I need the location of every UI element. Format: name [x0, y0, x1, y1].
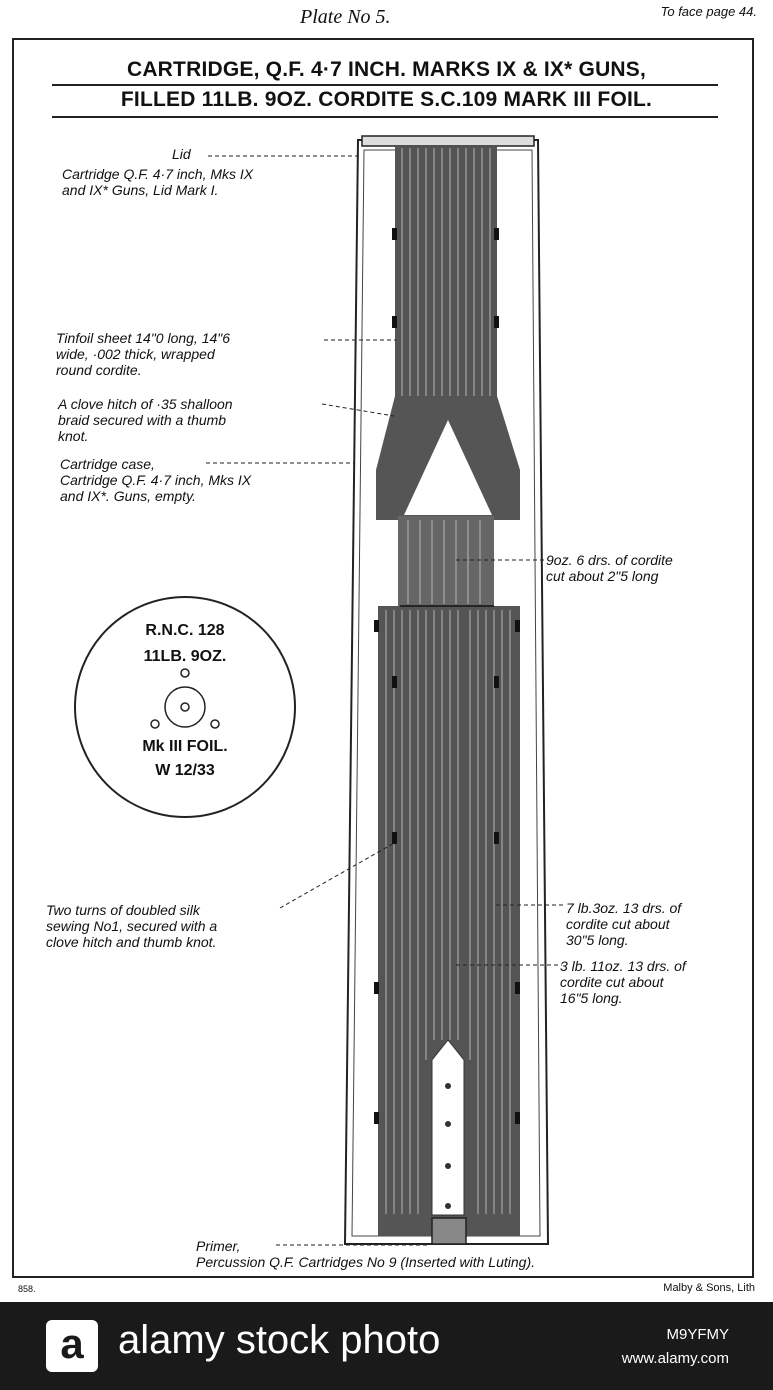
label-silk-sewing: Two turns of doubled silk sewing No1, secured with a clove hitch and thumb knot.: [46, 902, 218, 950]
label-cordite-short: 9oz. 6 drs. of cordite cut about 2"5 long: [546, 552, 673, 584]
primer: [432, 1218, 466, 1244]
alamy-logo-icon: a: [46, 1320, 98, 1372]
label-tinfoil: Tinfoil sheet 14"0 long, 14"6 wide, ·002 thick, wrapped round cordite.: [56, 330, 231, 378]
label-cartridge-case: Cartridge case, Cartridge Q.F. 4·7 inch, Mks IX and IX*. Guns, empty.: [60, 456, 252, 504]
label-cordite-long: 7 lb.3oz. 13 drs. of cordite cut about 30"5 long.: [566, 900, 682, 948]
label-primer: Primer,: [196, 1238, 241, 1254]
title-line-2: FILLED 11LB. 9OZ. CORDITE S.C.109 MARK III FOIL.: [120, 88, 653, 111]
label-cordite-mid: 3 lb. 11oz. 13 drs. of cordite cut about 16"5 long.: [560, 958, 686, 1006]
label-lid: Lid: [172, 146, 191, 162]
disc-rnc: R.N.C. 128: [145, 622, 225, 639]
title-line-1: CARTRIDGE, Q.F. 4·7 INCH. MARKS IX & IX* GUNS,: [126, 58, 647, 81]
disc-hole: [151, 720, 159, 728]
disc-center-ring: [165, 687, 205, 727]
disc-date: W 12/33: [155, 762, 215, 779]
disc-center-hole: [181, 703, 189, 711]
lithographer-credit: Malby & Sons, Lith: [663, 1282, 755, 1294]
vent-hole: [445, 1121, 451, 1127]
banner-brand: alamy stock photo: [118, 1318, 441, 1362]
plate-serial: 858.: [18, 1284, 36, 1294]
banner-image-id: M9YFMY: [666, 1326, 729, 1343]
disc-weight: 11LB. 9OZ.: [143, 648, 227, 665]
disc-hole: [211, 720, 219, 728]
disc-hole: [181, 669, 189, 677]
face-page-note: To face page 44.: [660, 4, 757, 19]
vent-hole: [445, 1083, 451, 1089]
label-lid-description: Cartridge Q.F. 4·7 inch, Mks IX and IX* Guns, Lid Mark I.: [62, 166, 254, 198]
plate-number: Plate No 5.: [300, 6, 391, 28]
label-clove-hitch: A clove hitch of ·35 shalloon braid secured with a thumb knot.: [58, 396, 233, 444]
vent-hole: [445, 1203, 451, 1209]
label-primer-description: Percussion Q.F. Cartridges No 9 (Inserted with Luting).: [196, 1254, 536, 1270]
banner-url[interactable]: www.alamy.com: [621, 1350, 729, 1367]
vent-hole: [445, 1163, 451, 1169]
disc-foil-mark: Mk III FOIL.: [142, 738, 228, 755]
lid: [362, 136, 534, 146]
central-tube: [432, 1040, 464, 1215]
